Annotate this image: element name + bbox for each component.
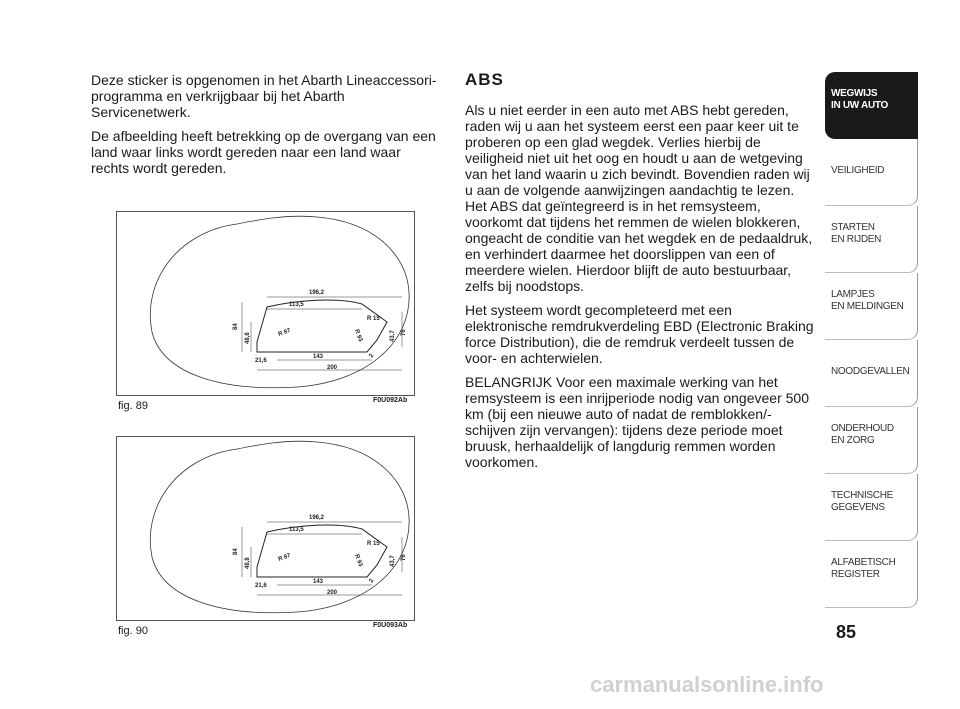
dim-r15: R 15 <box>367 541 380 547</box>
dim-2: 2 <box>368 578 376 584</box>
tab-technische[interactable] <box>825 474 918 541</box>
tab-label-line2: EN MELDINGEN <box>831 301 904 312</box>
dim-r15: R 15 <box>367 316 380 322</box>
dim-200: 200 <box>327 590 338 596</box>
dim-76: 76 <box>401 554 407 561</box>
abs-intro-paragraph: Als u niet eerder in een auto met ABS hebt gereden, raden wij u aan het systeem eerst een paar keer uit te proberen op een glad wegdek. Verlies hierbij de veiligheid niet uit het oog en houdt u aan de wetgeving van het land waarin u zich bevindt. Bovendien raden wij u aan de volgende aanwijzingen aandachtig te lezen. Het ABS dat geïntegreerd is in het remsysteem, voorkomt dat tijdens het remmen de wielen blokkeren, ongeacht de conditie van het wegdek en de pedaaldruk, en verhindert daarmee het doorslippen van een of meerdere wielen. Hierdoor blijft de auto bestuurbaar, zelfs bij noodstops. <box>465 102 813 294</box>
dim-200: 200 <box>327 365 338 371</box>
tab-noodgevallen[interactable] <box>825 340 918 407</box>
dim-2: 2 <box>368 353 376 359</box>
dim-r87: R 87 <box>277 327 292 338</box>
dim-r93: R 93 <box>353 328 364 343</box>
tab-alfabetisch[interactable] <box>825 541 918 608</box>
dim-113-5: 113,5 <box>289 302 304 308</box>
fig-89-caption: fig. 89 <box>118 400 148 412</box>
dim-84: 84 <box>233 323 239 330</box>
fig-89-code: F0U092Ab <box>373 397 408 404</box>
section-tabs <box>825 72 918 608</box>
dim-48-8: 48,8 <box>245 557 251 569</box>
figure-90 <box>116 436 415 621</box>
dim-196-2: 196,2 <box>309 290 325 296</box>
dim-143: 143 <box>313 579 324 585</box>
tab-label-line1: ONDERHOUD <box>831 423 894 434</box>
tab-label-line1: NOODGEVALLEN <box>831 366 910 377</box>
sticker-paragraph: Deze sticker is opgenomen in het Abarth Lineaccessori-programma en verkrijgbaar bij het Abarth Servicenetwerk. <box>91 72 437 120</box>
page-number: 85 <box>836 622 857 642</box>
tab-label-line2: REGISTER <box>831 569 880 580</box>
left-text-column <box>91 72 441 184</box>
headlight-sticker-diagram <box>117 212 414 395</box>
abs-heading: ABS <box>465 70 504 89</box>
dim-21-6: 21,6 <box>255 583 267 589</box>
tab-label-line2: EN RIJDEN <box>831 234 882 245</box>
figure-89 <box>116 211 415 396</box>
dim-76: 76 <box>401 329 407 336</box>
tab-label-line1: ALFABETISCH <box>831 557 896 568</box>
fig-90-caption: fig. 90 <box>118 625 148 637</box>
tab-label-line1: STARTEN <box>831 222 875 233</box>
tab-label-line2: EN ZORG <box>831 435 875 446</box>
ebd-paragraph: Het systeem wordt gecompleteerd met een elektronische remdrukverdeling EBD (Electronic Braking force Distribution), die de remdruk verdeelt tussen de voor- en achterwielen. <box>465 302 814 366</box>
tab-wegwijs[interactable] <box>825 72 918 139</box>
dim-r93: R 93 <box>353 553 364 568</box>
tab-label-line1: TECHNISCHE <box>831 490 894 501</box>
tab-starten[interactable] <box>825 206 918 273</box>
right-text-column <box>465 72 815 478</box>
dim-48-8: 48,8 <box>245 332 251 344</box>
headlight-sticker-diagram <box>117 437 414 620</box>
important-paragraph: BELANGRIJK Voor een maximale werking van het remsysteem is een inrijperiode nodig van ongeveer 500 km (bij een nieuwe auto of nadat de remblokken/-schijven zijn vervangen): tijdens deze periode moet bruusk, herhaaldelijk of langdurig remmen worden voorkomen. <box>465 374 809 470</box>
dim-43-7: 43,7 <box>390 555 396 567</box>
watermark: carmanualsonline.info <box>590 672 824 697</box>
dim-143: 143 <box>313 354 324 360</box>
dim-113-5: 113,5 <box>289 527 304 533</box>
fig-90-code: F0U093Ab <box>373 622 408 629</box>
tab-label-line1: VEILIGHEID <box>831 165 885 176</box>
country-paragraph: De afbeelding heeft betrekking op de overgang van een land waar links wordt gereden naar een land waar rechts wordt gereden. <box>91 128 436 176</box>
tab-lampjes[interactable] <box>825 273 918 340</box>
dim-43-7: 43,7 <box>390 330 396 342</box>
dim-r87: R 87 <box>277 552 292 563</box>
dim-21-6: 21,6 <box>255 358 267 364</box>
dim-196-2: 196,2 <box>309 515 325 521</box>
tab-label-line1: WEGWIJS <box>831 88 878 99</box>
tab-label-line1: LAMPJES <box>831 289 875 300</box>
tab-label-line2: IN UW AUTO <box>831 100 888 111</box>
tab-veiligheid[interactable] <box>825 139 918 206</box>
tab-label-line2: GEGEVENS <box>831 502 885 513</box>
dim-84: 84 <box>233 548 239 555</box>
tab-onderhoud[interactable] <box>825 407 918 474</box>
